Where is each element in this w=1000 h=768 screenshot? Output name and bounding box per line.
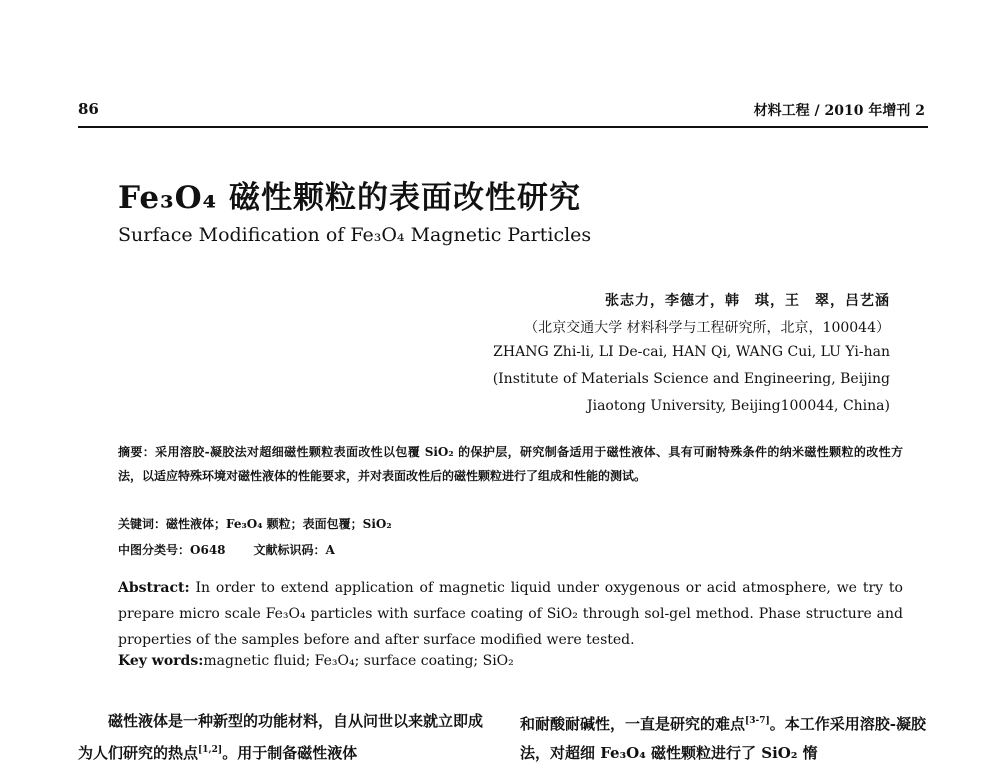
body-column-right <box>520 707 928 768</box>
citation-ref: [1,2] <box>198 745 223 755</box>
abstract-english-label: Abstract: <box>118 580 190 596</box>
abstract-chinese-label: 摘要： <box>118 445 156 459</box>
authors-chinese: 张志力，李德才，韩 琪，王 翠，吕艺涵 <box>605 293 890 309</box>
keywords-chinese-text: 磁性液体；Fe₃O₄ 颗粒；表面包覆；SiO₂ <box>166 517 392 531</box>
header-rule <box>78 126 928 128</box>
document-code-value: A <box>325 543 335 557</box>
authors-english: ZHANG Zhi-li, LI De-cai, HAN Qi, WANG Cui, LU Yi-han <box>493 344 890 360</box>
classification-label: 中图分类号： <box>118 543 191 557</box>
affiliation-english-line2: Jiaotong University, Beijing100044, China) <box>587 398 890 414</box>
keywords-english-label: Key words: <box>118 653 204 669</box>
body-right-text-cont: 。本工作采用溶胶-凝胶法，对超细 Fe₃O₄ 磁性颗粒进行了 SiO₂ 惰 <box>520 715 927 762</box>
keywords-english <box>118 653 514 669</box>
journal-header: 材料工程 / 2010 年增刊 2 <box>753 103 925 119</box>
keywords-chinese <box>118 512 903 536</box>
abstract-chinese-text: 采用溶胶-凝胶法对超细磁性颗粒表面改性以包覆 SiO₂ 的保护层，研究制备适用于磁性液体、具有可耐特殊条件的纳米磁性颗粒的改性方法，以适应特殊环境对磁性液体的性能要求，并对表面改性后的磁性颗粒进行了组成和性能的测试。 <box>118 445 903 483</box>
abstract-english-text: In order to extend application of magnetic liquid under oxygenous or acid atmosphere, we try to prepare micro scale Fe₃O₄ particles with surface coating of SiO₂ through sol-gel method. Phase structure and properties of the samples before and after surface modified were tested. <box>118 580 903 648</box>
affiliation-chinese: （北京交通大学 材料科学与工程研究所，北京，100044） <box>524 320 890 336</box>
body-right-text: 和耐酸耐碱性，一直是研究的难点 <box>520 715 746 733</box>
body-column-left <box>78 707 490 768</box>
body-left-text-cont: 。用于制备磁性液体 <box>222 744 358 762</box>
keywords-english-text: magnetic fluid; Fe₃O₄; surface coating; SiO₂ <box>203 653 514 669</box>
page-number: 86 <box>78 100 99 118</box>
body-left-text: 磁性液体是一种新型的功能材料，自从问世以来就立即成为人们研究的热点 <box>78 712 484 762</box>
document-code-label: 文献标识码： <box>253 543 326 557</box>
keywords-chinese-label: 关键词： <box>118 517 167 531</box>
affiliation-english-line1: (Institute of Materials Science and Engineering, Beijing <box>492 371 890 387</box>
classification-line <box>118 538 903 562</box>
abstract-chinese <box>118 440 903 488</box>
classification-value: O648 <box>190 543 226 557</box>
title-english: Surface Modification of Fe₃O₄ Magnetic Particles <box>118 224 592 246</box>
title-chinese: Fe₃O₄ 磁性颗粒的表面改性研究 <box>118 180 581 216</box>
abstract-english <box>118 575 903 653</box>
citation-ref: [3-7] <box>745 716 770 726</box>
